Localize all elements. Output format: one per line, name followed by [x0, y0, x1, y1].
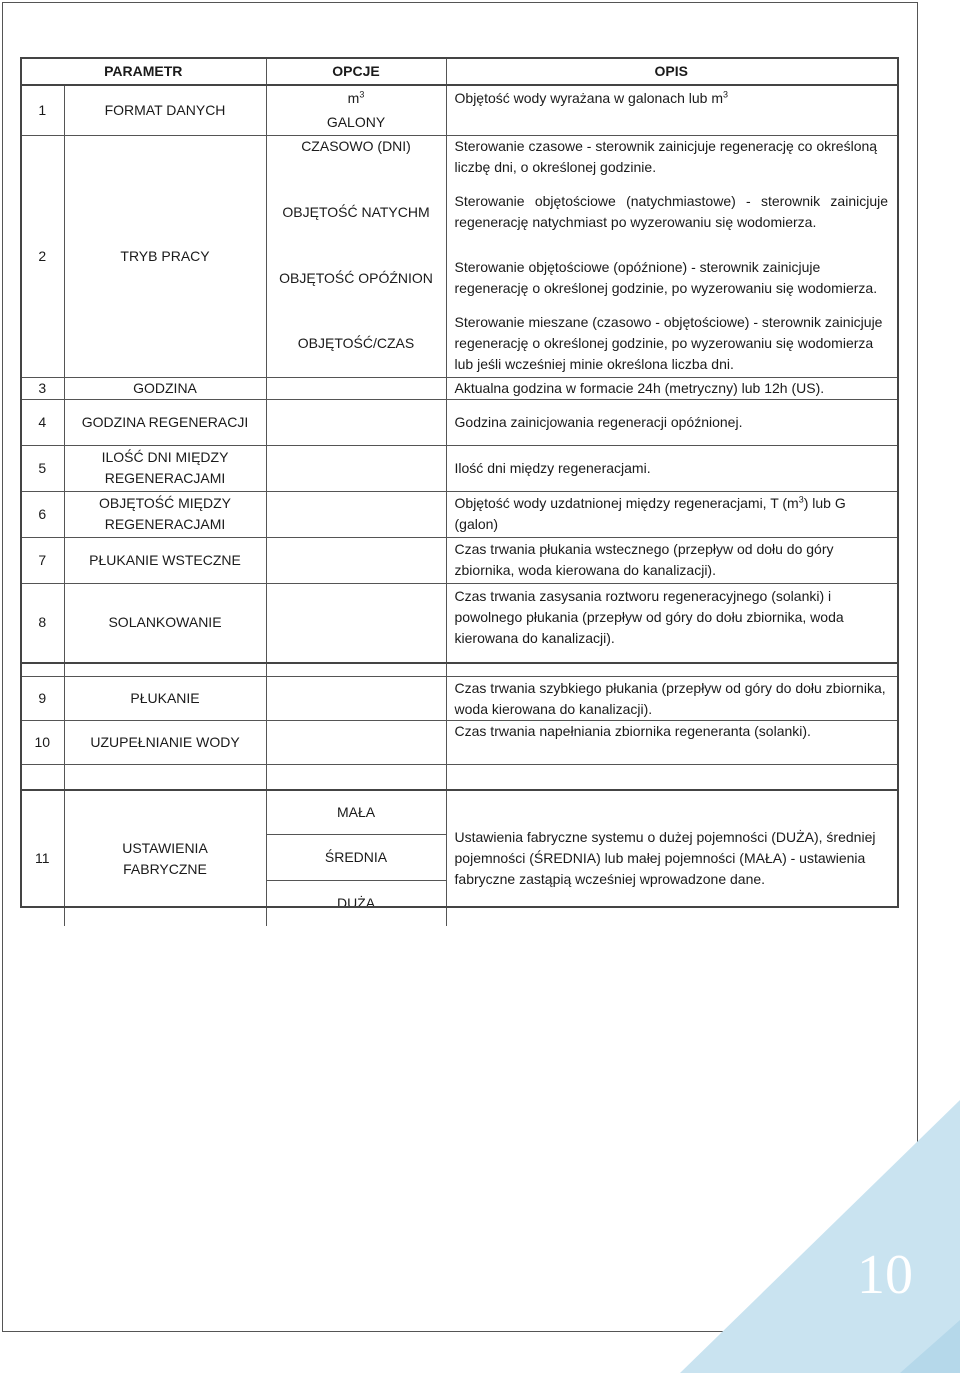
- spacer-cell: [21, 663, 64, 677]
- table-row: [21, 790, 898, 834]
- page-number: 10: [857, 1244, 913, 1306]
- table-row: [21, 583, 898, 663]
- table-row: [21, 399, 898, 445]
- option-value: OBJĘTOŚĆ OPÓŹNION: [266, 245, 446, 311]
- header-opis: OPIS: [446, 58, 898, 85]
- param-name: PŁUKANIE WSTECZNE: [64, 537, 266, 583]
- row-number: 3: [21, 377, 64, 399]
- table-row: [21, 445, 898, 491]
- option-value: [266, 491, 446, 537]
- description: Sterowanie mieszane (czasowo - objętościowe) - sterownik zainicjuje regenerację o określonej godzinie, po wyzerowaniu się wodomierza lub jeśli wcześniej minie określona liczba dni.: [446, 311, 898, 377]
- row-number: 11: [21, 790, 64, 926]
- row-number: 1: [21, 85, 64, 135]
- description: Ustawienia fabryczne systemu o dużej pojemności (DUŻA), średniej pojemności (ŚREDNIA) lub małej pojemności (MAŁA) - ustawienia fabryczne zastąpią wcześniej wprowadzone dane.: [454, 829, 876, 887]
- table-row: [21, 85, 898, 111]
- table-spacer: [21, 663, 898, 677]
- table-spacer: [21, 765, 898, 791]
- parameter-table: [21, 58, 898, 926]
- spacer-cell: [64, 765, 266, 791]
- option-value: [266, 677, 446, 721]
- table-row: [21, 491, 898, 537]
- spacer-cell: [64, 663, 266, 677]
- table-row: [21, 677, 898, 721]
- row-number: 6: [21, 491, 64, 537]
- param-name: ILOŚĆ DNI MIĘDZY REGENERACJAMI: [64, 445, 266, 491]
- param-name: GODZINA REGENERACJI: [64, 399, 266, 445]
- description: Sterowanie objętościowe (opóźnione) - sterownik zainicjuje regenerację o określonej godzinie, po wyzerowaniu się wodomierza.: [454, 259, 878, 296]
- spacer-cell: [446, 663, 898, 677]
- param-name: PŁUKANIE: [64, 677, 266, 721]
- table-row: [21, 721, 898, 765]
- param-name: GODZINA: [64, 377, 266, 399]
- option-value: CZASOWO (DNI): [266, 135, 446, 179]
- description: Czas trwania napełniania zbiornika regeneranta (solanki).: [454, 723, 811, 739]
- description: Objętość wody wyrażana w galonach lub $m^3$: [454, 89, 728, 106]
- description: Sterowanie objętościowe (natychmiastowe) - sterownik zainicjuje regenerację natychmiast po wyzerowaniu się wodomierza.: [454, 193, 889, 230]
- option-value: ŚREDNIA: [266, 834, 446, 880]
- description: Aktualna godzina w formacie 24h (metryczny) lub 12h (US).: [446, 377, 898, 399]
- param-name: TRYB PRACY: [64, 135, 266, 377]
- table-row: [21, 537, 898, 583]
- option-value: $m^3$: [266, 85, 446, 111]
- param-name: FORMAT DANYCH: [64, 85, 266, 135]
- param-name: OBJĘTOŚĆ MIĘDZY REGENERACJAMI: [64, 491, 266, 537]
- header-parametr: PARAMETR: [21, 58, 266, 85]
- description: Objętość wody uzdatnionej między regeneracjami, T $(m^3)$ lub G (galon): [446, 491, 898, 537]
- param-name: UZUPEŁNIANIE WODY: [64, 721, 266, 765]
- option-value: [266, 399, 446, 445]
- spacer-cell: [21, 765, 64, 791]
- table-row: [21, 135, 898, 179]
- table-row: [21, 377, 898, 399]
- description: Czas trwania zasysania roztworu regeneracyjnego (solanki) i powolnego płukania (przepływ od góry do dołu zbiornika, woda kierowana do kanalizacji).: [454, 587, 844, 646]
- row-number: 8: [21, 583, 64, 663]
- spacer-cell: [266, 765, 446, 791]
- option-value: OBJĘTOŚĆ NATYCHM: [266, 179, 446, 245]
- description: [446, 111, 898, 135]
- description: Sterowanie czasowe - sterownik zainicjuje regenerację co określoną liczbę dni, o określonej godzinie.: [454, 138, 878, 176]
- option-value: [266, 721, 446, 765]
- row-number: 10: [21, 721, 64, 765]
- param-name: USTAWIENIA FABRYCZNE: [64, 790, 266, 926]
- description: Godzina zainicjowania regeneracji opóźnionej.: [446, 399, 898, 445]
- option-value: OBJĘTOŚĆ/CZAS: [266, 311, 446, 377]
- header-opcje: OPCJE: [266, 58, 446, 85]
- option-value: GALONY: [266, 111, 446, 135]
- description: Ilość dni między regeneracjami.: [446, 445, 898, 491]
- option-value: [266, 537, 446, 583]
- row-number: 7: [21, 537, 64, 583]
- row-number: 2: [21, 135, 64, 377]
- param-name: SOLANKOWANIE: [64, 583, 266, 663]
- option-value: [266, 377, 446, 399]
- description: Czas trwania szybkiego płukania (przepływ od góry do dołu zbiornika, woda kierowana do kanalizacji).: [446, 677, 898, 721]
- option-value: [266, 445, 446, 491]
- option-value: MAŁA: [266, 790, 446, 834]
- row-number: 4: [21, 399, 64, 445]
- description: Czas trwania płukania wstecznego (przepływ od dołu do góry zbiornika, woda kierowana do kanalizacji).: [446, 537, 898, 583]
- spacer-cell: [446, 765, 898, 791]
- row-number: 5: [21, 445, 64, 491]
- table-header: [21, 58, 898, 85]
- option-value: [266, 583, 446, 663]
- spacer-cell: [266, 663, 446, 677]
- row-number: 9: [21, 677, 64, 721]
- option-value: DUŻA: [266, 880, 446, 926]
